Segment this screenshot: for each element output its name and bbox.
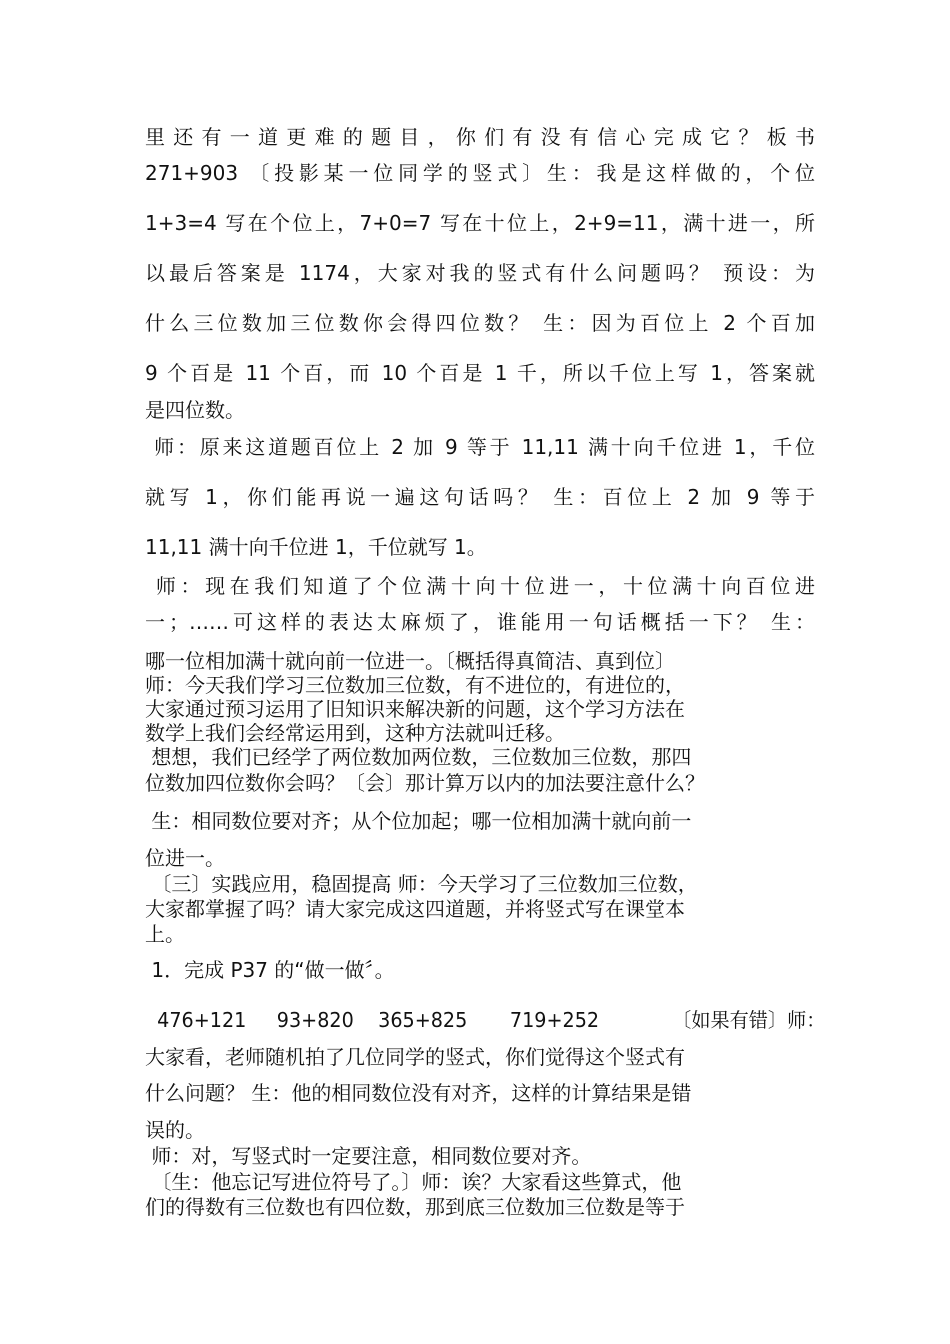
text-line: 是四位数。 [145,398,245,422]
text-line: 师：原来这道题百位上 2 加 9 等于 11,11 满十向千位进 1，千位 [145,435,815,459]
text-line: 误的。 [145,1118,205,1142]
text-line: 数学上我们会经常运用到，这种方法就叫迁移。 [145,721,565,745]
text-line: 大家都掌握了吗？请大家完成这四道题，并将竖式写在课堂本 [145,897,685,921]
text-line: 11,11 满十向千位进 1，千位就写 1。 [145,535,487,559]
text-line: 476+121 93+820 365+825 719+252 〔如果有错〕师： [145,1008,826,1032]
text-line: 大家看，老师随机拍了几位同学的竖式，你们觉得这个竖式有 [145,1045,685,1069]
text-line: 9 个百是 11 个百，而 10 个百是 1 千，所以千位上写 1，答案就 [145,361,815,385]
text-line: 271+903 〔投影某一位同学的竖式〕生：我是这样做的，个位 [145,161,815,185]
text-line: 师：对，写竖式时一定要注意，相同数位要对齐。 [145,1144,592,1168]
text-line: 位进一。 [145,846,225,870]
text-line: 〔生：他忘记写进位符号了。〕师：诶？大家看这些算式，他 [145,1170,682,1194]
text-line: 1+3=4 写在个位上，7+0=7 写在十位上，2+9=11，满十进一，所 [145,211,815,235]
text-line: 想想，我们已经学了两位数加两位数，三位数加三位数，那四 [145,745,692,769]
text-line: 哪一位相加满十就向前一位进一。〔概括得真简洁、真到位〕 [145,649,675,673]
text-line: 里还有一道更难的题目，你们有没有信心完成它？板书 [145,125,815,149]
text-line: 上。 [145,922,185,946]
text-line: 师：现在我们知道了个位满十向十位进一，十位满十向百位进 [145,574,815,598]
text-line: 们的得数有三位数也有四位数，那到底三位数加三位数是等于 [145,1195,685,1219]
text-line: 一；……可这样的表达太麻烦了，谁能用一句话概括一下？ 生： [145,610,815,634]
text-line: 什么三位数加三位数你会得四位数？ 生：因为百位上 2 个百加 [145,311,815,335]
text-line: 生：相同数位要对齐；从个位加起；哪一位相加满十就向前一 [145,809,692,833]
text-line: 1．完成 P37 的“做一做〞。 [145,958,395,982]
text-line: 大家通过预习运用了旧知识来解决新的问题，这个学习方法在 [145,697,685,721]
text-line: 以最后答案是 1174，大家对我的竖式有什么问题吗？ 预设：为 [145,261,815,285]
text-line: 〔三〕实践应用，稳固提高 师：今天学习了三位数加三位数， [145,872,698,896]
text-line: 师：今天我们学习三位数加三位数，有不进位的，有进位的， [145,673,685,697]
text-line: 就写 1，你们能再说一遍这句话吗？ 生：百位上 2 加 9 等于 [145,485,815,509]
text-line: 位数加四位数你会吗？〔会〕那计算万以内的加法要注意什么？ [145,771,705,795]
text-line: 什么问题？ 生：他的相同数位没有对齐，这样的计算结果是错 [145,1081,692,1105]
